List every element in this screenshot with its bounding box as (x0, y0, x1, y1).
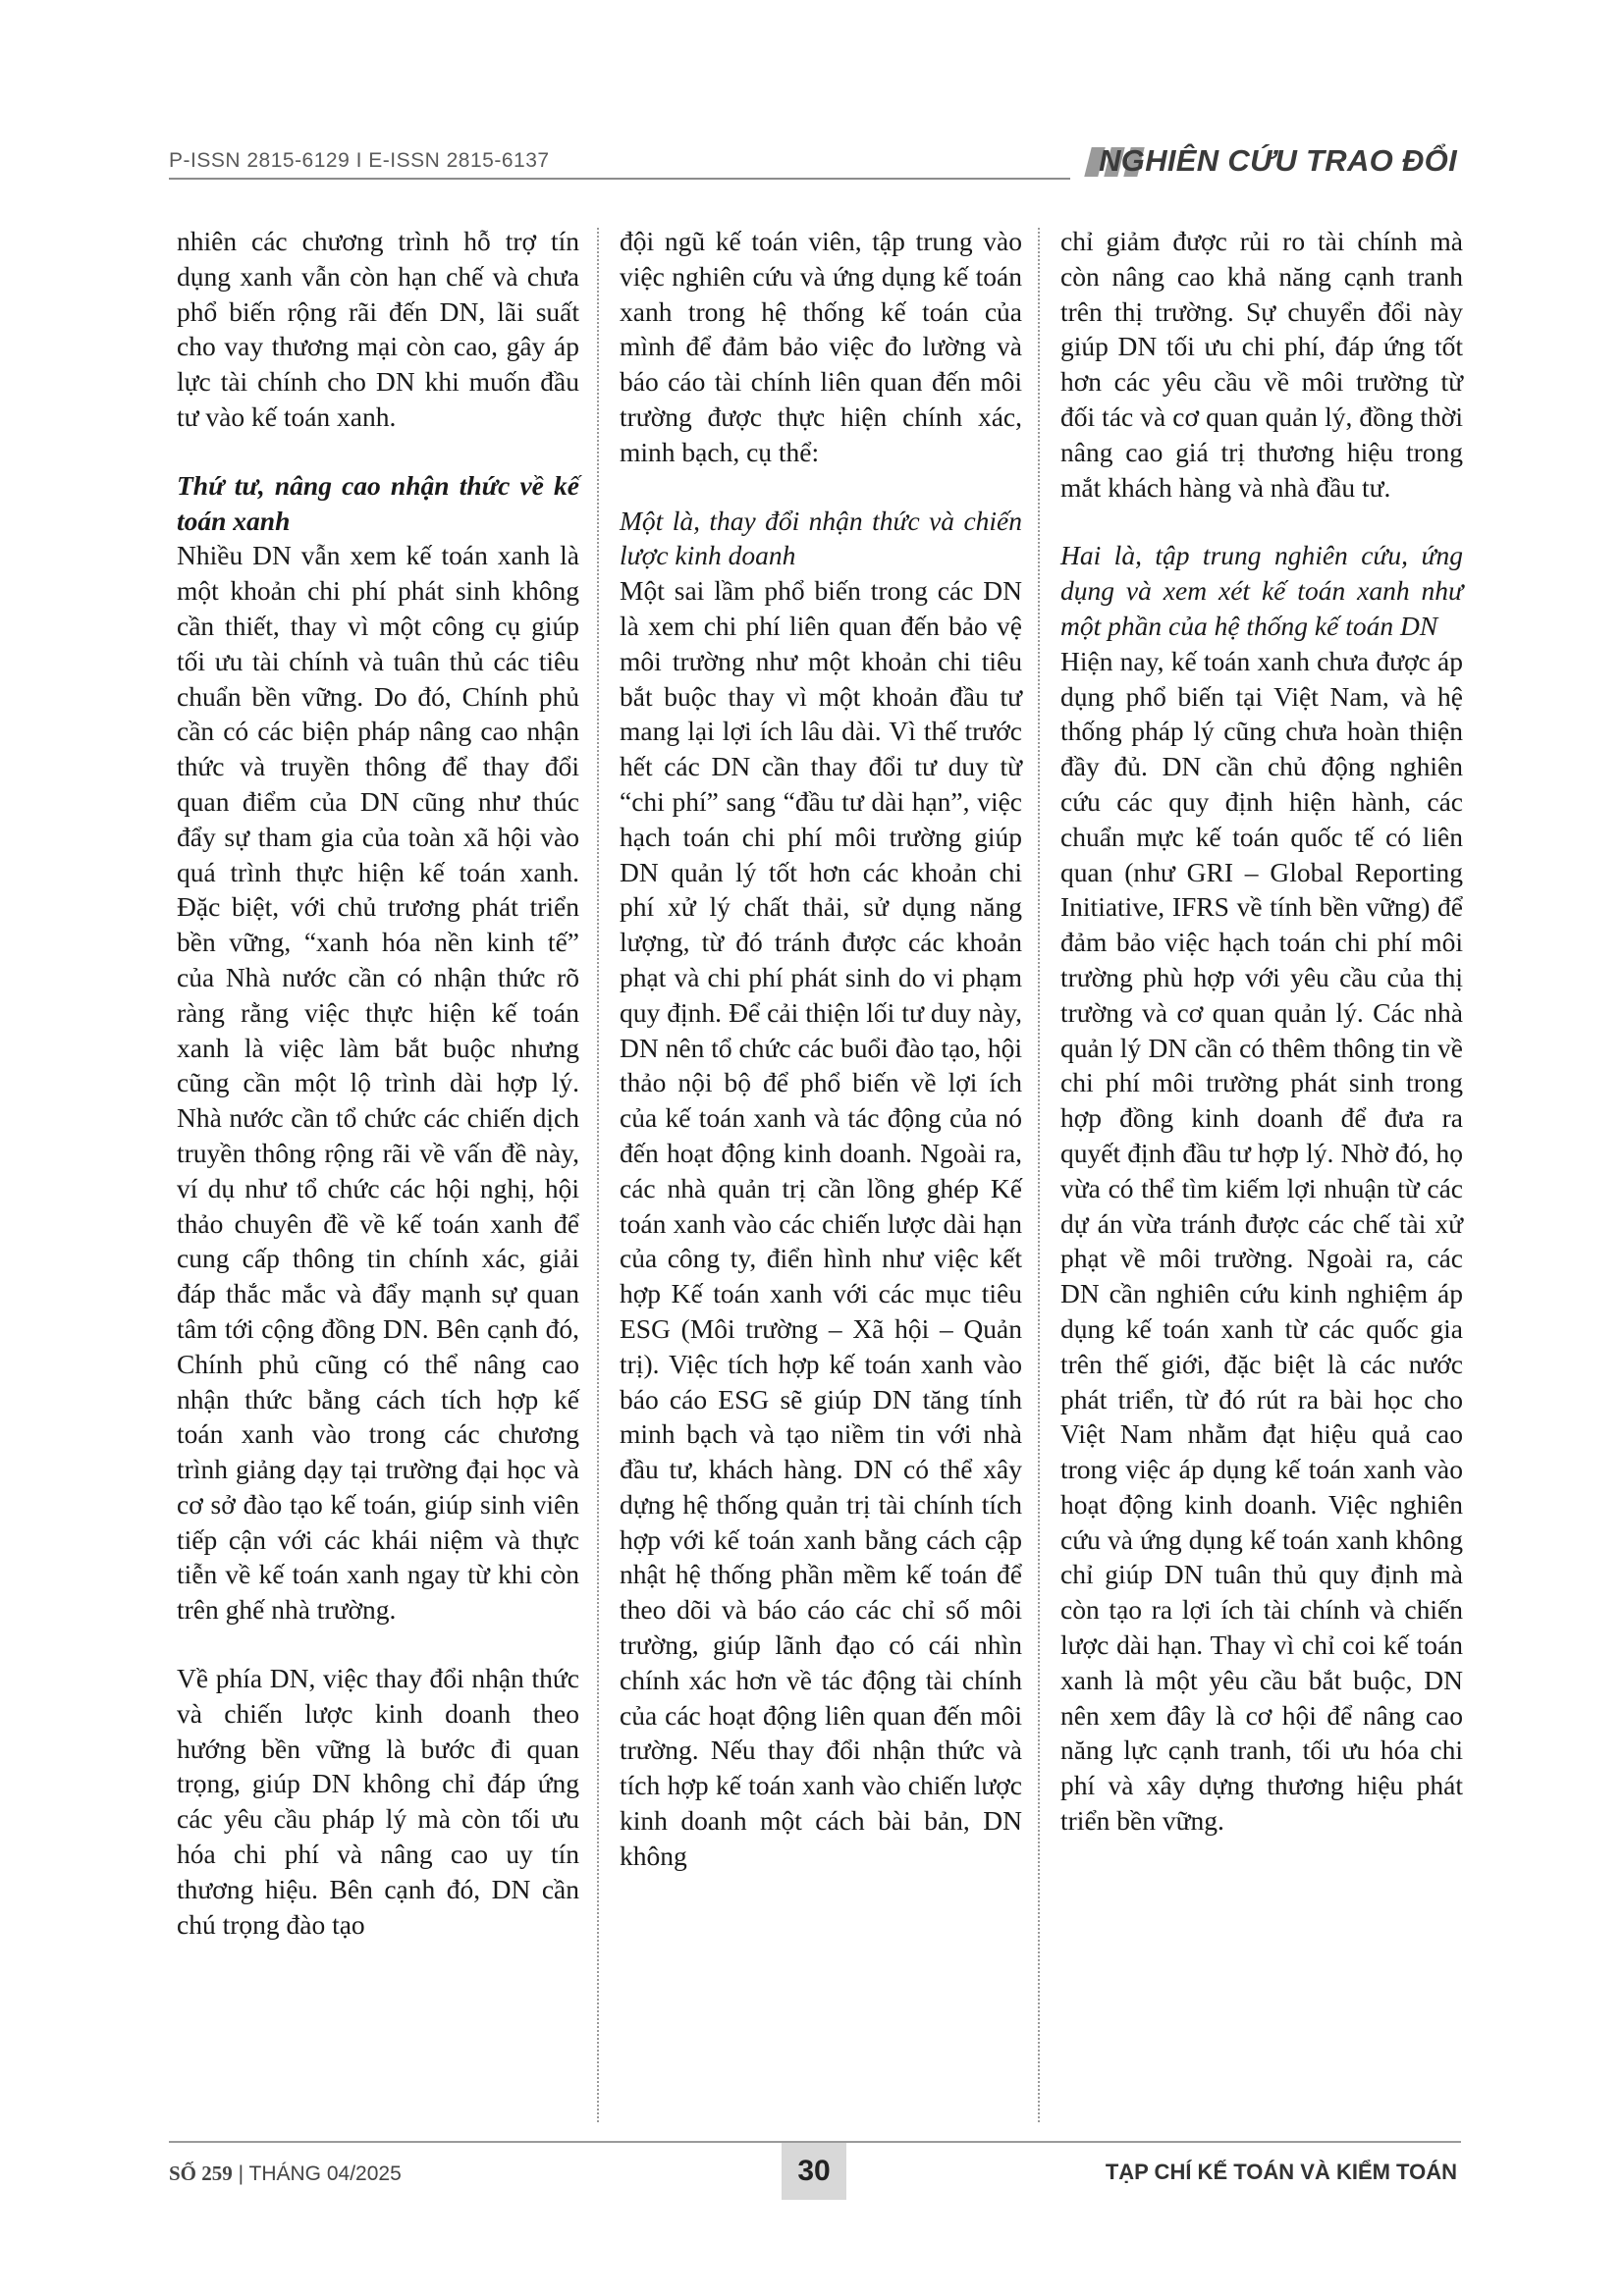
paragraph: nhiên các chương trình hỗ trợ tín dụng xanh vẫn còn hạn chế và chưa phổ biến rộng rãi đến DN, lãi suất cho vay thương mại còn cao, gây áp lực tài chính cho DN khi muốn đầu tư vào kế toán xanh. (177, 226, 579, 432)
subheading: Hai là, tập trung nghiên cứu, ứng dụng và xem xét kế toán xanh như một phần của hệ thống kế toán DN (1060, 540, 1463, 641)
issn-line: P-ISSN 2815-6129 I E-ISSN 2815-6137 (169, 149, 550, 172)
paragraph: đội ngũ kế toán viên, tập trung vào việc nghiên cứu và ứng dụng kế toán xanh trong hệ thống kế toán của mình để đảm bảo việc đo lường và báo cáo tài chính liên quan đến môi trường được thực hiện chính xác, minh bạch, cụ thể: (620, 226, 1022, 467)
subheading: Một là, thay đổi nhận thức và chiến lược kinh doanh (620, 505, 1022, 571)
paragraph: Hiện nay, kế toán xanh chưa được áp dụng phổ biến tại Việt Nam, và hệ thống pháp lý cũng chưa hoàn thiện đầy đủ. DN cần chủ động nghiên cứu các quy định hiện hành, các chuẩn mực kế toán quốc tế có liên quan (như GRI – Global Reporting Initiative, IFRS về tính bền vững) để đảm bảo việc hạch toán chi phí môi trường phù hợp với yêu cầu của thị trường và cơ quan quản lý. Các nhà quản lý DN cần có thêm thông tin về chi phí môi trường phát sinh trong hợp đồng kinh doanh để đưa ra quyết định đầu tư hợp lý. Nhờ đó, họ vừa có thể tìm kiếm lợi nhuận từ các dự án vừa tránh được các chế tài xử phạt về môi trường. Ngoài ra, các DN cần nghiên cứu kinh nghiệm áp dụng kế toán xanh từ các quốc gia trên thế giới, đặc biệt là các nước phát triển, từ đó rút ra bài học cho Việt Nam nhằm đạt hiệu quả cao trong việc áp dụng kế toán xanh vào hoạt động kinh doanh. Việc nghiên cứu và ứng dụng kế toán xanh không chỉ giúp DN tuân thủ quy định mà còn tạo ra lợi ích tài chính và chiến lược dài hạn. Thay vì chỉ coi kế toán xanh là một yêu cầu bắt buộc, DN nên xem đây là cơ hội để nâng cao năng lực cạnh tranh, tối ưu hóa chi phí và xây dựng thương hiệu phát triển bền vững. (1060, 645, 1463, 1837)
column-divider-2 (1038, 228, 1040, 2122)
column-divider-1 (597, 228, 599, 2122)
paragraph-gap (177, 435, 579, 468)
page-number: 30 (782, 2143, 846, 2200)
paragraph: Một sai lầm phổ biến trong các DN là xem chi phí liên quan đến bảo vệ môi trường như một khoản chi tiêu bắt buộc thay vì một khoản đầu tư mang lại lợi ích lâu dài. Vì thế trước hết các DN cần thay đổi tư duy từ “chi phí” sang “đầu tư dài hạn”, việc hạch toán chi phí môi trường giúp DN quản lý tốt hơn các khoản chi phí xử lý chất thải, sử dụng năng lượng, từ đó tránh được các khoản phạt và chi phí phát sinh do vi phạm quy định. Để cải thiện lối tư duy này, DN nên tổ chức các buổi đào tạo, hội thảo nội bộ để phổ biến về lợi ích của kế toán xanh và tác động của nó đến hoạt động kinh doanh. Ngoài ra, các nhà quản trị cần lồng ghép Kế toán xanh vào các chiến lược dài hạn của công ty, điển hình như việc kết hợp Kế toán xanh với các mục tiêu ESG (Môi trường – Xã hội – Quản trị). Việc tích hợp kế toán xanh vào báo cáo ESG sẽ giúp DN tăng tính minh bạch và tạo niềm tin với nhà đầu tư, khách hàng. DN có thể xây dựng hệ thống quản trị tài chính tích hợp với kế toán xanh bằng cách cập nhật hệ thống phần mềm kế toán để theo dõi và báo cáo các chỉ số môi trường, giúp lãnh đạo có cái nhìn chính xác hơn về tác động tài chính của các hoạt động liên quan đến môi trường. Nếu thay đổi nhận thức và tích hợp kế toán xanh vào chiến lược kinh doanh một cách bài bản, DN không (620, 575, 1022, 1871)
text-column-2 (620, 224, 1022, 1874)
issue-month: THÁNG 04/2025 (248, 2163, 402, 2185)
issue-info (169, 2162, 402, 2186)
header-rule (169, 178, 1070, 180)
paragraph-gap (620, 470, 1022, 504)
paragraph: Về phía DN, việc thay đổi nhận thức và chiến lược kinh doanh theo hướng bền vững là bước đi quan trọng, giúp DN không chỉ đáp ứng các yêu cầu pháp lý mà còn tối ưu hóa chi phí và nâng cao uy tín thương hiệu. Bên cạnh đó, DN cần chú trọng đào tạo (177, 1663, 579, 1940)
paragraph-gap (1060, 505, 1463, 538)
issue-number: SỐ 259 (169, 2162, 233, 2185)
subheading: Thứ tư, nâng cao nhận thức về kế toán xanh (177, 469, 579, 536)
paragraph: Nhiều DN vẫn xem kế toán xanh là một khoản chi phí phát sinh không cần thiết, thay vì một công cụ giúp tối ưu tài chính và tuân thủ các tiêu chuẩn bền vững. Do đó, Chính phủ cần có các biện pháp nâng cao nhận thức và truyền thông để thay đổi quan điểm của DN cũng như thúc đẩy sự tham gia của toàn xã hội vào quá trình thực hiện kế toán xanh. Đặc biệt, với chủ trương phát triển bền vững, “xanh hóa nền kinh tế” của Nhà nước cần có nhận thức rõ ràng rằng việc thực hiện kế toán xanh là việc làm bắt buộc nhưng cũng cần một lộ trình dài hợp lý. Nhà nước cần tổ chức các chiến dịch truyền thông rộng rãi về vấn đề này, ví dụ như tổ chức các hội nghị, hội thảo chuyên đề về kế toán xanh để cung cấp thông tin chính xác, giải đáp thắc mắc và đẩy mạnh sự quan tâm tới cộng đồng DN. Bên cạnh đó, Chính phủ cũng có thể nâng cao nhận thức bằng cách tích hợp kế toán xanh vào trong các chương trình giảng dạy tại trường đại học và cơ sở đào tạo kế toán, giúp sinh viên tiếp cận với các khái niệm và thực tiễn về kế toán xanh ngay từ khi còn trên ghế nhà trường. (177, 540, 579, 1626)
section-title: NGHIÊN CỨU TRAO ĐỔI (1099, 143, 1457, 178)
journal-name: TẠP CHÍ KẾ TOÁN VÀ KIỂM TOÁN (1105, 2160, 1457, 2184)
issue-separator: | (232, 2163, 249, 2185)
text-column-3 (1060, 224, 1463, 1839)
paragraph: chỉ giảm được rủi ro tài chính mà còn nâng cao khả năng cạnh tranh trên thị trường. Sự chuyển đổi này giúp DN tối ưu chi phí, đáp ứng tốt hơn các yêu cầu về môi trường từ đối tác và cơ quan quản lý, đồng thời nâng cao giá trị thương hiệu trong mắt khách hàng và nhà đầu tư. (1060, 226, 1463, 503)
paragraph-gap (177, 1628, 579, 1661)
text-column-1 (177, 224, 579, 1942)
